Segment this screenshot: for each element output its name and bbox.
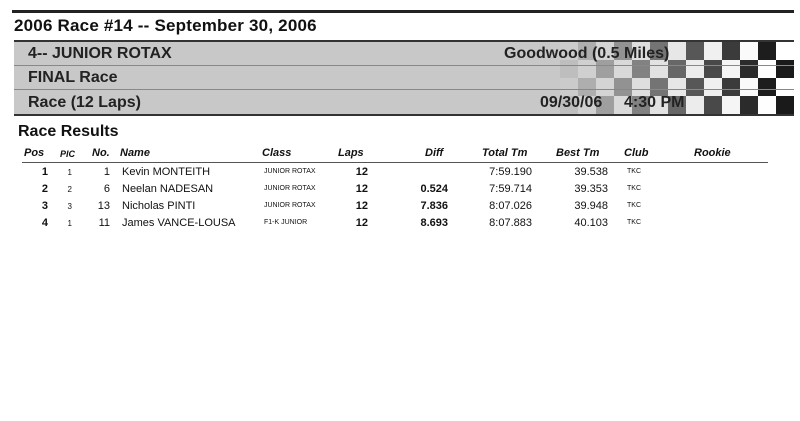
col-total-time: Total Tm xyxy=(482,147,528,159)
band-divider xyxy=(14,65,794,66)
cell-laps: 12 xyxy=(355,217,368,229)
cell-club: TKC xyxy=(627,168,641,175)
race-time: 4:30 PM xyxy=(624,94,685,111)
checker-square xyxy=(740,60,758,78)
checker-square xyxy=(776,60,794,78)
cell-pos: 2 xyxy=(41,183,48,195)
class-heading: 4-- JUNIOR ROTAX xyxy=(28,45,172,62)
cell-class: JUNIOR ROTAX xyxy=(264,185,316,192)
col-club: Club xyxy=(624,147,649,159)
checker-square xyxy=(686,96,704,114)
cell-club: TKC xyxy=(627,219,641,226)
cell-pic: 3 xyxy=(67,202,72,211)
checker-square xyxy=(776,42,794,60)
cell-total-time: 7:59.190 xyxy=(489,166,532,178)
cell-class: F1-K JUNIOR xyxy=(264,219,308,226)
cell-best-time: 39.948 xyxy=(574,200,608,212)
checker-square xyxy=(668,42,686,60)
col-class: Class xyxy=(262,147,292,159)
cell-no: 1 xyxy=(103,166,110,178)
checker-square xyxy=(758,78,776,96)
checker-square xyxy=(740,96,758,114)
cell-pos: 4 xyxy=(41,217,48,229)
event-title: 2006 Race #14 -- September 30, 2006 xyxy=(14,16,317,35)
checker-square xyxy=(686,42,704,60)
checker-square xyxy=(704,60,722,78)
cell-no: 13 xyxy=(97,200,110,212)
cell-name: Kevin MONTEITH xyxy=(122,166,211,178)
track-name: Goodwood (0.5 Miles) xyxy=(504,45,670,62)
cell-name: James VANCE-LOUSA xyxy=(122,217,236,229)
race-laps: Race (12 Laps) xyxy=(28,94,141,111)
top-rule xyxy=(12,10,794,13)
cell-pic: 1 xyxy=(67,219,72,228)
cell-laps: 12 xyxy=(355,200,368,212)
cell-total-time: 8:07.026 xyxy=(489,200,532,212)
race-header-band xyxy=(14,40,794,116)
checker-square xyxy=(740,42,758,60)
cell-best-time: 40.103 xyxy=(574,217,608,229)
cell-total-time: 7:59.714 xyxy=(489,183,532,195)
cell-best-time: 39.538 xyxy=(574,166,608,178)
cell-diff: 8.693 xyxy=(420,217,448,229)
cell-club: TKC xyxy=(627,202,641,209)
cell-diff: 7.836 xyxy=(420,200,448,212)
checker-square xyxy=(686,60,704,78)
col-pic: PIC xyxy=(60,149,76,159)
checker-square xyxy=(776,78,794,96)
col-name: Name xyxy=(120,147,150,159)
cell-class: JUNIOR ROTAX xyxy=(264,202,316,209)
checker-square xyxy=(740,78,758,96)
cell-laps: 12 xyxy=(355,183,368,195)
checker-square xyxy=(758,60,776,78)
cell-pic: 1 xyxy=(67,168,72,177)
cell-best-time: 39.353 xyxy=(574,183,608,195)
cell-total-time: 8:07.883 xyxy=(489,217,532,229)
cell-no: 6 xyxy=(103,183,110,195)
checker-square xyxy=(668,60,686,78)
cell-no: 11 xyxy=(98,217,110,229)
checker-square xyxy=(722,60,740,78)
cell-club: TKC xyxy=(627,185,641,192)
checker-square xyxy=(704,78,722,96)
results-title: Race Results xyxy=(18,123,119,140)
band-divider xyxy=(14,89,794,90)
cell-class: JUNIOR ROTAX xyxy=(264,168,316,175)
checker-square xyxy=(704,42,722,60)
cell-pic: 2 xyxy=(67,185,72,194)
checker-square xyxy=(722,78,740,96)
checker-square xyxy=(758,96,776,114)
cell-pos: 1 xyxy=(41,166,48,178)
col-laps: Laps xyxy=(338,147,364,159)
col-pos: Pos xyxy=(24,147,45,159)
checker-square xyxy=(704,96,722,114)
col-best-time: Best Tm xyxy=(556,147,600,159)
checker-square xyxy=(758,42,776,60)
checker-square xyxy=(686,78,704,96)
checker-square xyxy=(776,96,794,114)
cell-name: Neelan NADESAN xyxy=(122,183,214,195)
cell-pos: 3 xyxy=(41,200,48,212)
checker-square xyxy=(722,42,740,60)
cell-diff: 0.524 xyxy=(420,183,448,195)
session-name: FINAL Race xyxy=(28,69,118,86)
race-date: 09/30/06 xyxy=(540,94,603,111)
cell-name: Nicholas PINTI xyxy=(122,200,196,212)
col-diff: Diff xyxy=(425,147,444,159)
col-no: No. xyxy=(92,147,110,159)
checker-square xyxy=(722,96,740,114)
cell-laps: 12 xyxy=(355,166,368,178)
col-rookie: Rookie xyxy=(694,147,731,159)
header-rule xyxy=(22,162,768,163)
